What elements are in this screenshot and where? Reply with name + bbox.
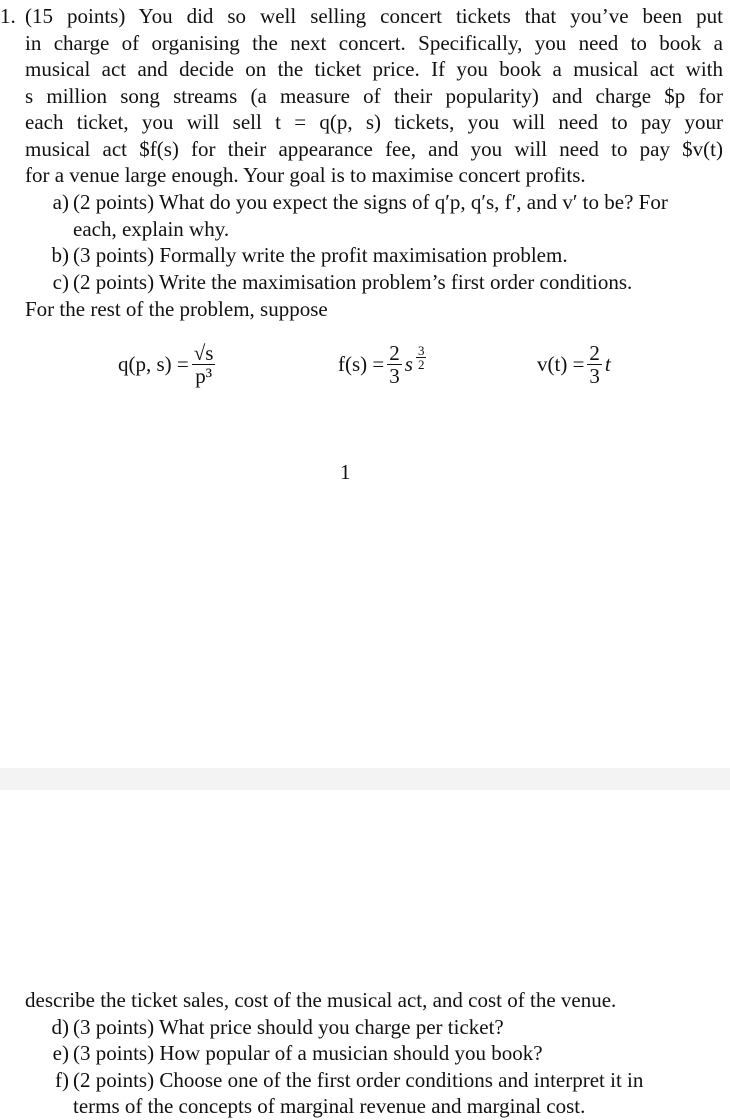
intro-line: musical act and decide on the ticket price. If you book a musical act with: [25, 57, 723, 81]
equation-f: [338, 342, 429, 387]
part-text: (3 points) Formally write the profit maximisation problem.: [73, 243, 568, 267]
part-d: [25, 1014, 725, 1041]
part-label: d): [51, 1014, 69, 1039]
equation-lhs: v(t) =: [537, 352, 585, 376]
fraction: [387, 342, 402, 387]
parts-list-page1: [25, 189, 725, 295]
part-c: [25, 269, 725, 296]
equations-row: [0, 342, 730, 402]
part-text: (2 points) Write the maximisation problem’s first order conditions.: [73, 269, 633, 294]
part-text: (2 points) What do you expect the signs of q′p, q′s, f′, and v′ to be? For: [73, 190, 668, 214]
fraction-denominator: 3: [589, 364, 600, 388]
intro-line: in charge of organising the next concert. Specifically, you need to book a: [25, 30, 723, 55]
equation-variable: s: [404, 352, 413, 376]
equation-v: [537, 342, 611, 387]
part-e: [25, 1040, 725, 1067]
part-text: each, explain why.: [73, 216, 230, 241]
continuation-text: describe the ticket sales, cost of the musical act, and cost of the venue.: [25, 988, 617, 1012]
intro-line: s million song streams (a measure of their popularity) and charge $p for: [25, 83, 723, 108]
part-f: [25, 1067, 725, 1120]
exponent-denominator: 2: [417, 357, 425, 372]
question-intro: [25, 3, 723, 189]
equation-lhs: q(p, s) =: [118, 352, 189, 376]
page-divider: [0, 768, 730, 790]
part-text: terms of the concepts of marginal revenue and marginal cost.: [73, 1094, 586, 1118]
fraction-numerator: 2: [389, 341, 400, 365]
part-label: a): [52, 190, 69, 214]
intro-line: musical act $f(s) for their appearance fee, and you will need to pay $v(t): [25, 136, 723, 161]
question-number: 1.: [0, 4, 16, 28]
equation-variable: t: [604, 352, 611, 376]
part-a: [25, 189, 725, 242]
part-text: (3 points) What price should you charge per ticket?: [73, 1014, 504, 1039]
part-label: b): [51, 243, 69, 267]
fraction: [587, 342, 602, 387]
fraction-numerator: √s: [193, 341, 214, 365]
fraction-numerator: 2: [589, 341, 600, 365]
page-number: 1: [340, 460, 351, 484]
exponent-numerator: 3: [417, 343, 425, 358]
intro-line: (15 points) You did so well selling concert tickets that you’ve been put: [25, 4, 723, 28]
page-2: [0, 790, 730, 1117]
fraction-denominator: 3: [389, 364, 400, 388]
part-b: [25, 242, 725, 269]
part-text: (3 points) How popular of a musician should you book?: [73, 1041, 543, 1065]
fraction-denominator: p³: [195, 364, 213, 388]
part-text: (2 points) Choose one of the first order conditions and interpret it in: [73, 1067, 644, 1092]
suppose-text: For the rest of the problem, suppose: [25, 297, 328, 321]
intro-line: each ticket, you will sell t = q(p, s) tickets, you will need to pay your: [25, 110, 723, 134]
exponent-fraction: [416, 344, 427, 371]
continuation-block: [25, 987, 725, 1120]
part-label: e): [52, 1041, 69, 1065]
part-label: c): [52, 269, 69, 294]
intro-line: for a venue large enough. Your goal is to maximise concert profits.: [25, 163, 586, 187]
equation-q: [118, 342, 218, 387]
part-label: f): [55, 1067, 69, 1092]
equation-lhs: f(s) =: [338, 352, 385, 376]
fraction: [192, 342, 216, 387]
